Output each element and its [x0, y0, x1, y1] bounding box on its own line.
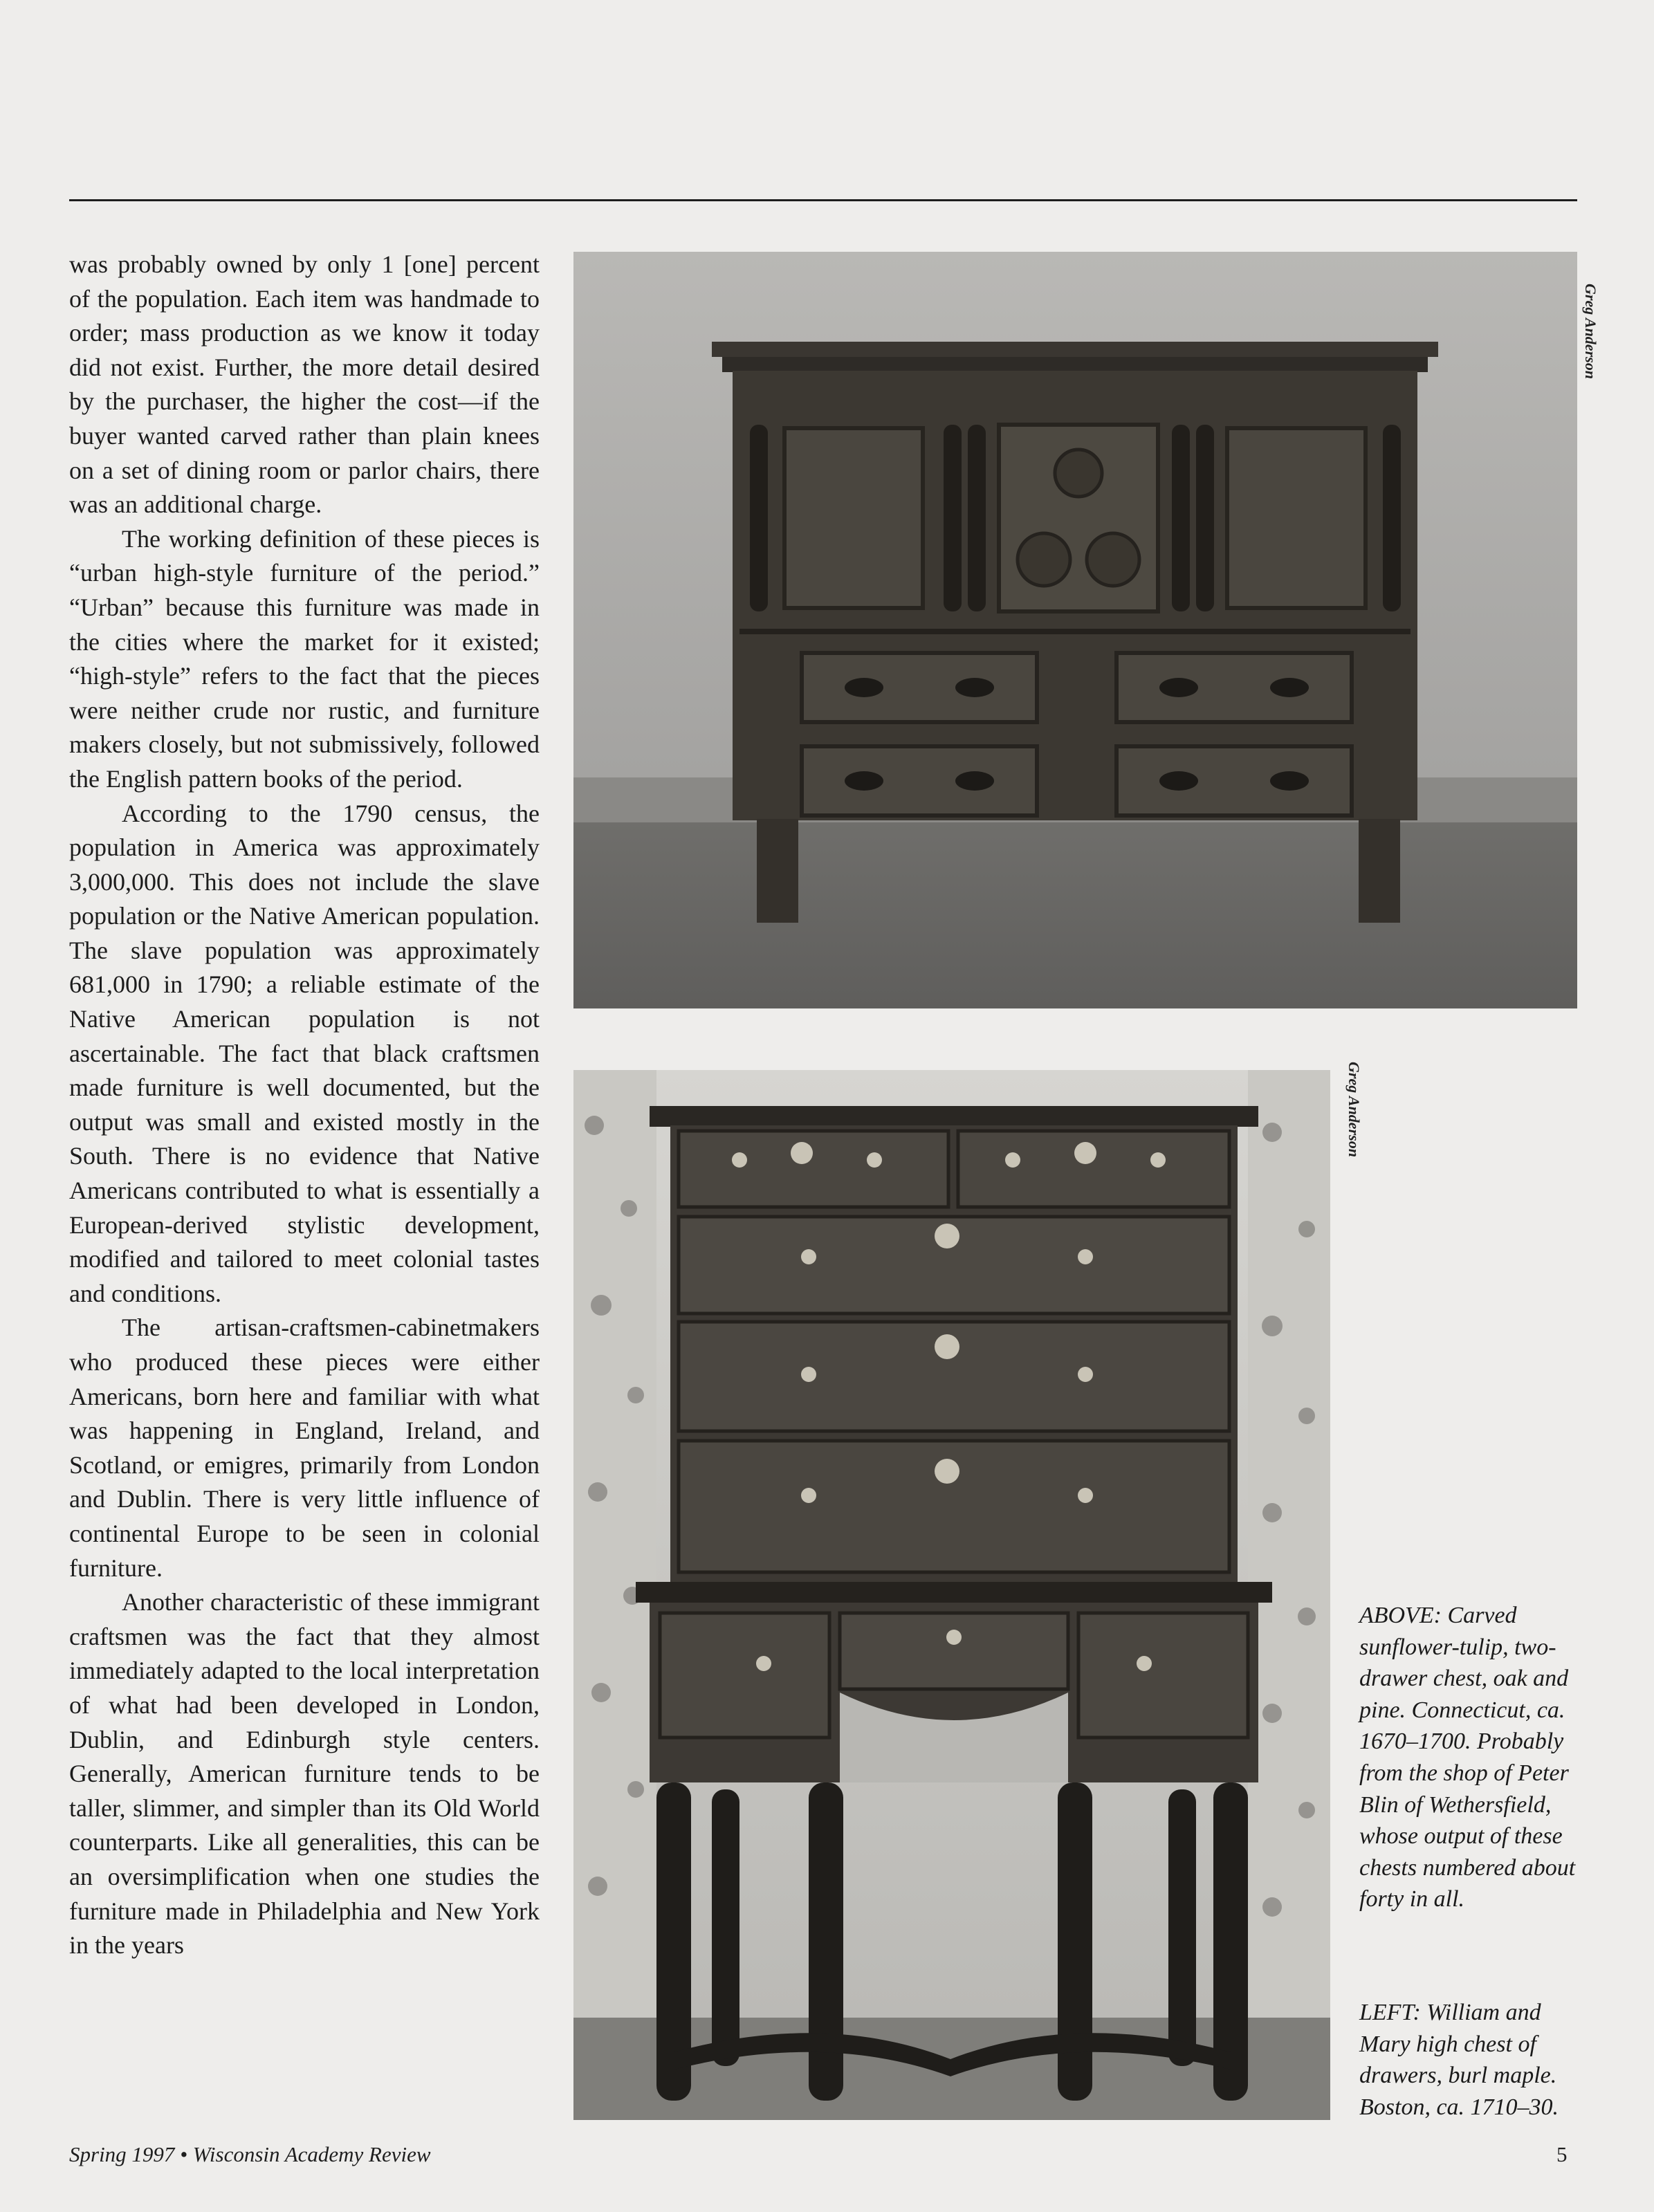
paragraph-4: The artisan-craftsmen-cabinetmakers who produced these pieces were either Americans, born here and familiar with what was happening in England, Ireland, and Scotland, or emigres, primarily from London and Dublin. There is very little influence of continental Europe to be seen in colonial furniture.	[69, 1314, 540, 1582]
caption-left	[1359, 1997, 1579, 2123]
caption-left-text: LEFT: William and Mary high chest of drawers, burl maple. Boston, ca. 1710–30.	[1359, 2000, 1559, 2120]
photo-credit-top: Greg Anderson	[1582, 284, 1599, 379]
paragraph-5: Another characteristic of these immigrant craftsmen was the fact that they almost immediately adapted to the local interpretation of what had been developed in London, Dublin, and Edinburgh style centers. Generally, American furniture tends to be taller, slimmer, and simpler than its Old World counterparts. Like all generalities, this can be an oversimplification when one studies the furniture made in Philadelphia and New York in the years	[69, 1588, 540, 1960]
caption-above	[1359, 1600, 1579, 1915]
article-body	[69, 248, 540, 1963]
photo-carved-chest	[573, 252, 1577, 1008]
paragraph-1: was probably owned by only 1 [one] percent of the population. Each item was handmade to order; mass production as we know it today did not exist. Further, the more detail desired by the purchaser, the higher the cost—if the buyer wanted carved rather than plain knees on a set of dining room or parlor chairs, there was an additional charge.	[69, 250, 540, 519]
header-rule	[69, 199, 1577, 201]
photo-credit-bottom: Greg Anderson	[1345, 1062, 1363, 1157]
photo-high-chest	[573, 1070, 1330, 2120]
paragraph-2: The working definition of these pieces is “urban high-style furniture of the period.” “Urban” because this furniture was made in the cities where the market for it existed; “high-style” refers to the fact that the pieces were neither crude nor rustic, and furniture makers closely, but not submissively, followed the English pattern books of the period.	[69, 524, 540, 793]
page-number: 5	[1556, 2142, 1568, 2166]
paragraph-3: According to the 1790 census, the population in America was approximately 3,000,000. This does not include the slave population or the Native American population. The slave population was approximately 681,000 in 1790; a reliable estimate of the Native American population is not ascertainable. The fact that black craftsmen made furniture is well documented, but the output was small and existed mostly in the South. There is no evidence that Native Americans contributed to what is essentially a European-derived stylistic development, modified and tailored to meet colonial tastes and conditions.	[69, 799, 540, 1307]
footer-publication: Spring 1997 • Wisconsin Academy Review	[69, 2142, 431, 2166]
caption-above-text: ABOVE: Carved sunflower-tulip, two-drawer chest, oak and pine. Connecticut, ca. 1670–1700. Probably from the shop of Peter Blin of Wethersfield, whose output of these chests numbered about forty in all.	[1359, 1603, 1576, 1913]
